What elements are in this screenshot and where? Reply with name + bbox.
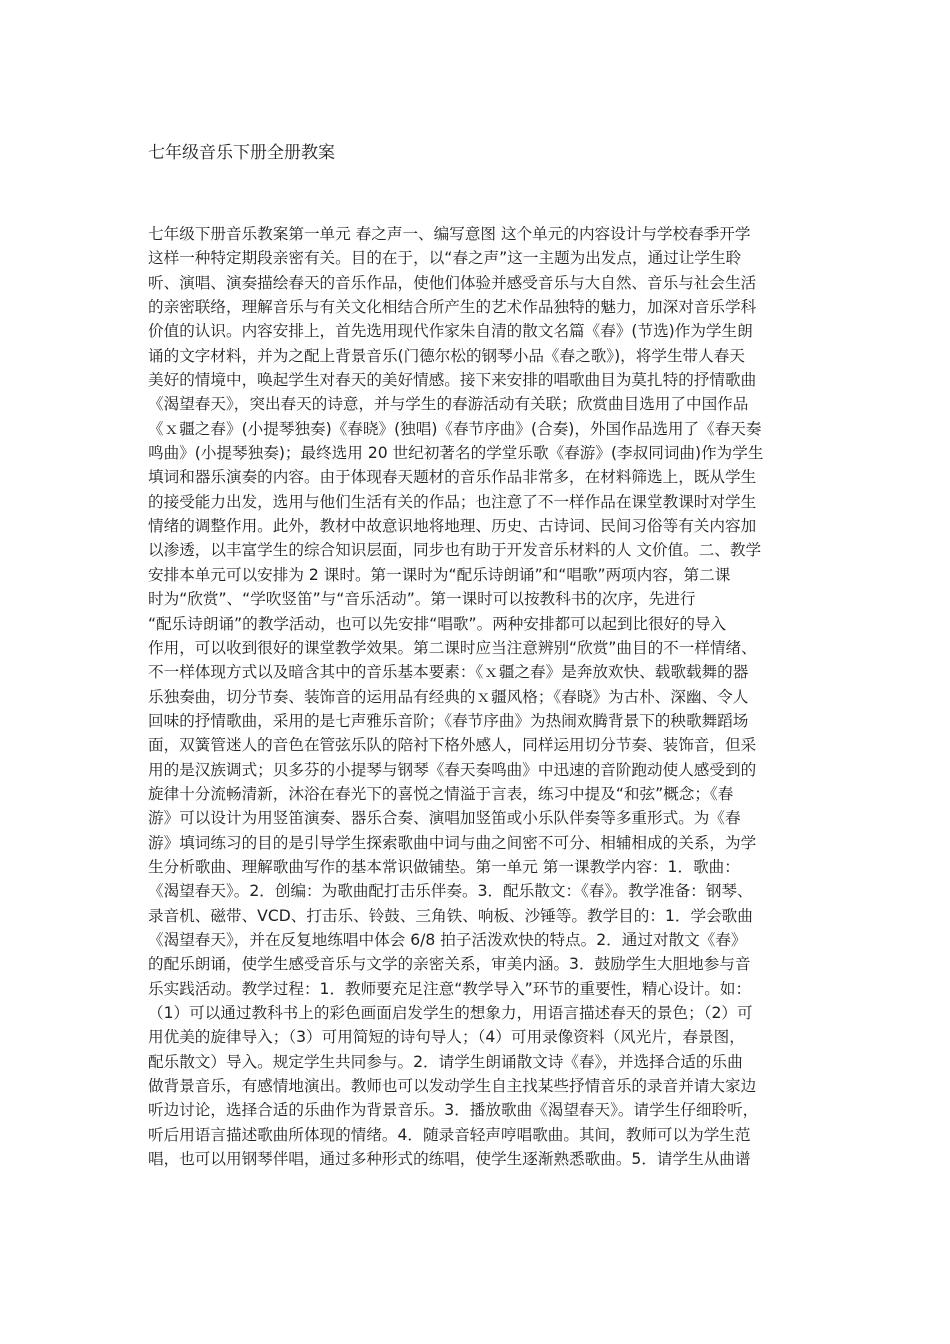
body-text-line: 《渴望春天》。2．创编：为歌曲配打击乐伴奏。3．配乐散文：《春》。教学准备：钢琴、	[148, 882, 753, 901]
body-text-line: 面，双簧管迷人的音色在管弦乐队的陪衬下格外感人，同样运用切分节奏、装饰音，但采	[148, 736, 757, 755]
body-text-line: 游》填词练习的目的是引导学生探索歌曲中词与曲之间密不可分、相辅相成的关系，为学	[148, 833, 757, 852]
body-text-line: 填词和器乐演奏的内容。由于体现春天题材的音乐作品非常多，在材料筛选上，既从学生	[148, 468, 757, 487]
document-body	[148, 222, 808, 1171]
body-text-line: 听、演唱、演奏描绘春天的音乐作品，使他们体验并感受音乐与大自然、音乐与社会生活	[148, 273, 757, 292]
body-text-line: 《ｘ疆之春》(小提琴独奏)《春晓》(独唱)《春节序曲》(合奏)，外国作品选用了《春天奏	[148, 419, 762, 438]
body-text-line: 不一样体现方式以及暗含其中的音乐基本要素：《ｘ疆之春》是奔放欢快、载歌载舞的器	[148, 663, 749, 682]
body-text-line: 价值的认识。内容安排上，首先选用现代作家朱自清的散文名篇《春》(节选)作为学生朗	[148, 322, 753, 341]
body-text-line: 回味的抒情歌曲，采用的是七声雅乐音阶；《春节序曲》为热闹欢腾背景下的秧歌舞蹈场	[148, 711, 749, 730]
body-text-line: 安排本单元可以安排为 2 课时。第一课时为“配乐诗朗诵”和“唱歌”两项内容，第二课	[148, 565, 731, 584]
body-text-line: 乐独奏曲，切分节奏、装饰音的运用品有经典的ｘ疆风格；《春晓》为古朴、深幽、令人	[148, 687, 749, 706]
body-text-line: 《渴望春天》，突出春天的诗意，并与学生的春游活动有关联；欣赏曲目选用了中国作品	[148, 395, 749, 414]
body-text-line: 时为“欣赏”、“学吹竖笛”与“音乐活动”。第一课时可以按教科书的次序，先进行	[148, 590, 696, 609]
body-text-line: 的接受能力出发，选用与他们生活有关的作品；也注意了不一样作品在课堂教课时对学生	[148, 492, 757, 511]
body-text-line: 美好的情境中，唤起学生对春天的美好情感。接下来安排的唱歌曲目为莫扎特的抒情歌曲	[148, 371, 757, 390]
body-text-line: 的配乐朗诵，使学生感受音乐与文学的亲密关系，审美内涵。3．鼓励学生大胆地参与音	[148, 955, 751, 974]
body-text-line: 唱，也可以用钢琴伴唱，通过多种形式的练唱，使学生逐渐熟悉歌曲。5．请学生从曲谱	[148, 1150, 751, 1169]
body-text-line: 鸣曲》(小提琴独奏)；最终选用 20 世纪初著名的学堂乐歌《春游》(李叔同词曲)作为学生	[148, 444, 764, 463]
body-text-line: （1）可以通过教科书上的彩色画面启发学生的想象力，用语言描述春天的景色；（2）可	[148, 1004, 753, 1022]
body-text-line: 录音机、磁带、VCD、打击乐、铃鼓、三角铁、响板、沙锤等。教学目的：1．学会歌曲	[148, 906, 753, 925]
body-text-line: 用的是汉族调式；贝多芬的小提琴与钢琴《春天奏鸣曲》中迅速的音阶跑动使人感受到的	[148, 760, 757, 779]
body-text-line: 用优美的旋律导入；（3）可用简短的诗句导人；（4）可用录像资料（风光片，春景图，	[148, 1028, 745, 1047]
body-text-line: 游》可以设计为用竖笛演奏、器乐合奏、演唱加竖笛或小乐队伴奏等多重形式。为《春	[148, 809, 741, 828]
body-text-line: 生分析歌曲、理解歌曲写作的基本常识做铺垫。第一单元 第一课教学内容：1．歌曲：	[148, 857, 740, 876]
body-text-line: 以渗透，以丰富学生的综合知识层面，同步也有助于开发音乐材料的人 文价值。二、教学	[148, 541, 762, 560]
body-text-line: 情绪的调整作用。此外，教材中故意识地将地理、历史、古诗词、民间习俗等有关内容加	[148, 517, 757, 536]
body-text-line: 七年级下册音乐教案第一单元 春之声一、编写意图 这个单元的内容设计与学校春季开学	[148, 225, 751, 243]
body-text-line: 听边讨论，选择合适的乐曲作为背景音乐。3．播放歌曲《渴望春天》。请学生仔细聆听，	[148, 1101, 759, 1120]
body-text-line: “配乐诗朗诵”的教学活动，也可以先安排“唱歌”。两种安排都可以起到比很好的导入	[148, 614, 727, 633]
body-text-line: 乐实践活动。教学过程：1．教师要充足注意“教学导入”环节的重要性，精心设计。如：	[148, 979, 752, 998]
body-text-line: 做背景音乐，有感情地演出。教师也可以发动学生自主找某些抒情音乐的录音并请大家边	[148, 1077, 757, 1096]
body-text-line: 的亲密联络，理解音乐与有关文化相结合所产生的艺术作品独特的魅力，加深对音乐学科	[148, 298, 757, 317]
body-text-line: 旋律十分流畅清新，沐浴在春光下的喜悦之情溢于言表，练习中提及“和弦”概念；《春	[148, 784, 734, 803]
body-text-line: 《渴望春天》，并在反复地练唱中体会 6/8 拍子活泼欢快的特点。2．通过对散文《春》	[148, 930, 747, 949]
body-text-line: 配乐散文）导入。规定学生共同参与。2．请学生朗诵散文诗《春》，并选择合适的乐曲	[148, 1052, 743, 1071]
body-text-line: 听后用语言描述歌曲所体现的情绪。4．随录音轻声哼唱歌曲。其间，教师可以为学生范	[148, 1125, 751, 1144]
body-text-line: 诵的文字材料，并为之配上背景音乐(门德尔松的钢琴小品《春之歌》)，将学生带人春天	[148, 346, 745, 365]
body-text-line: 作用，可以收到很好的课堂教学效果。第二课时应当注意辨别“欣赏”曲目的不一样情绪、	[148, 638, 757, 657]
document-title: 七年级音乐下册全册教案	[148, 143, 335, 163]
body-text-line: 这样一种特定期段亲密有关。目的在于，以“春之声”这一主题为出发点，通过让学生聆	[148, 249, 742, 268]
